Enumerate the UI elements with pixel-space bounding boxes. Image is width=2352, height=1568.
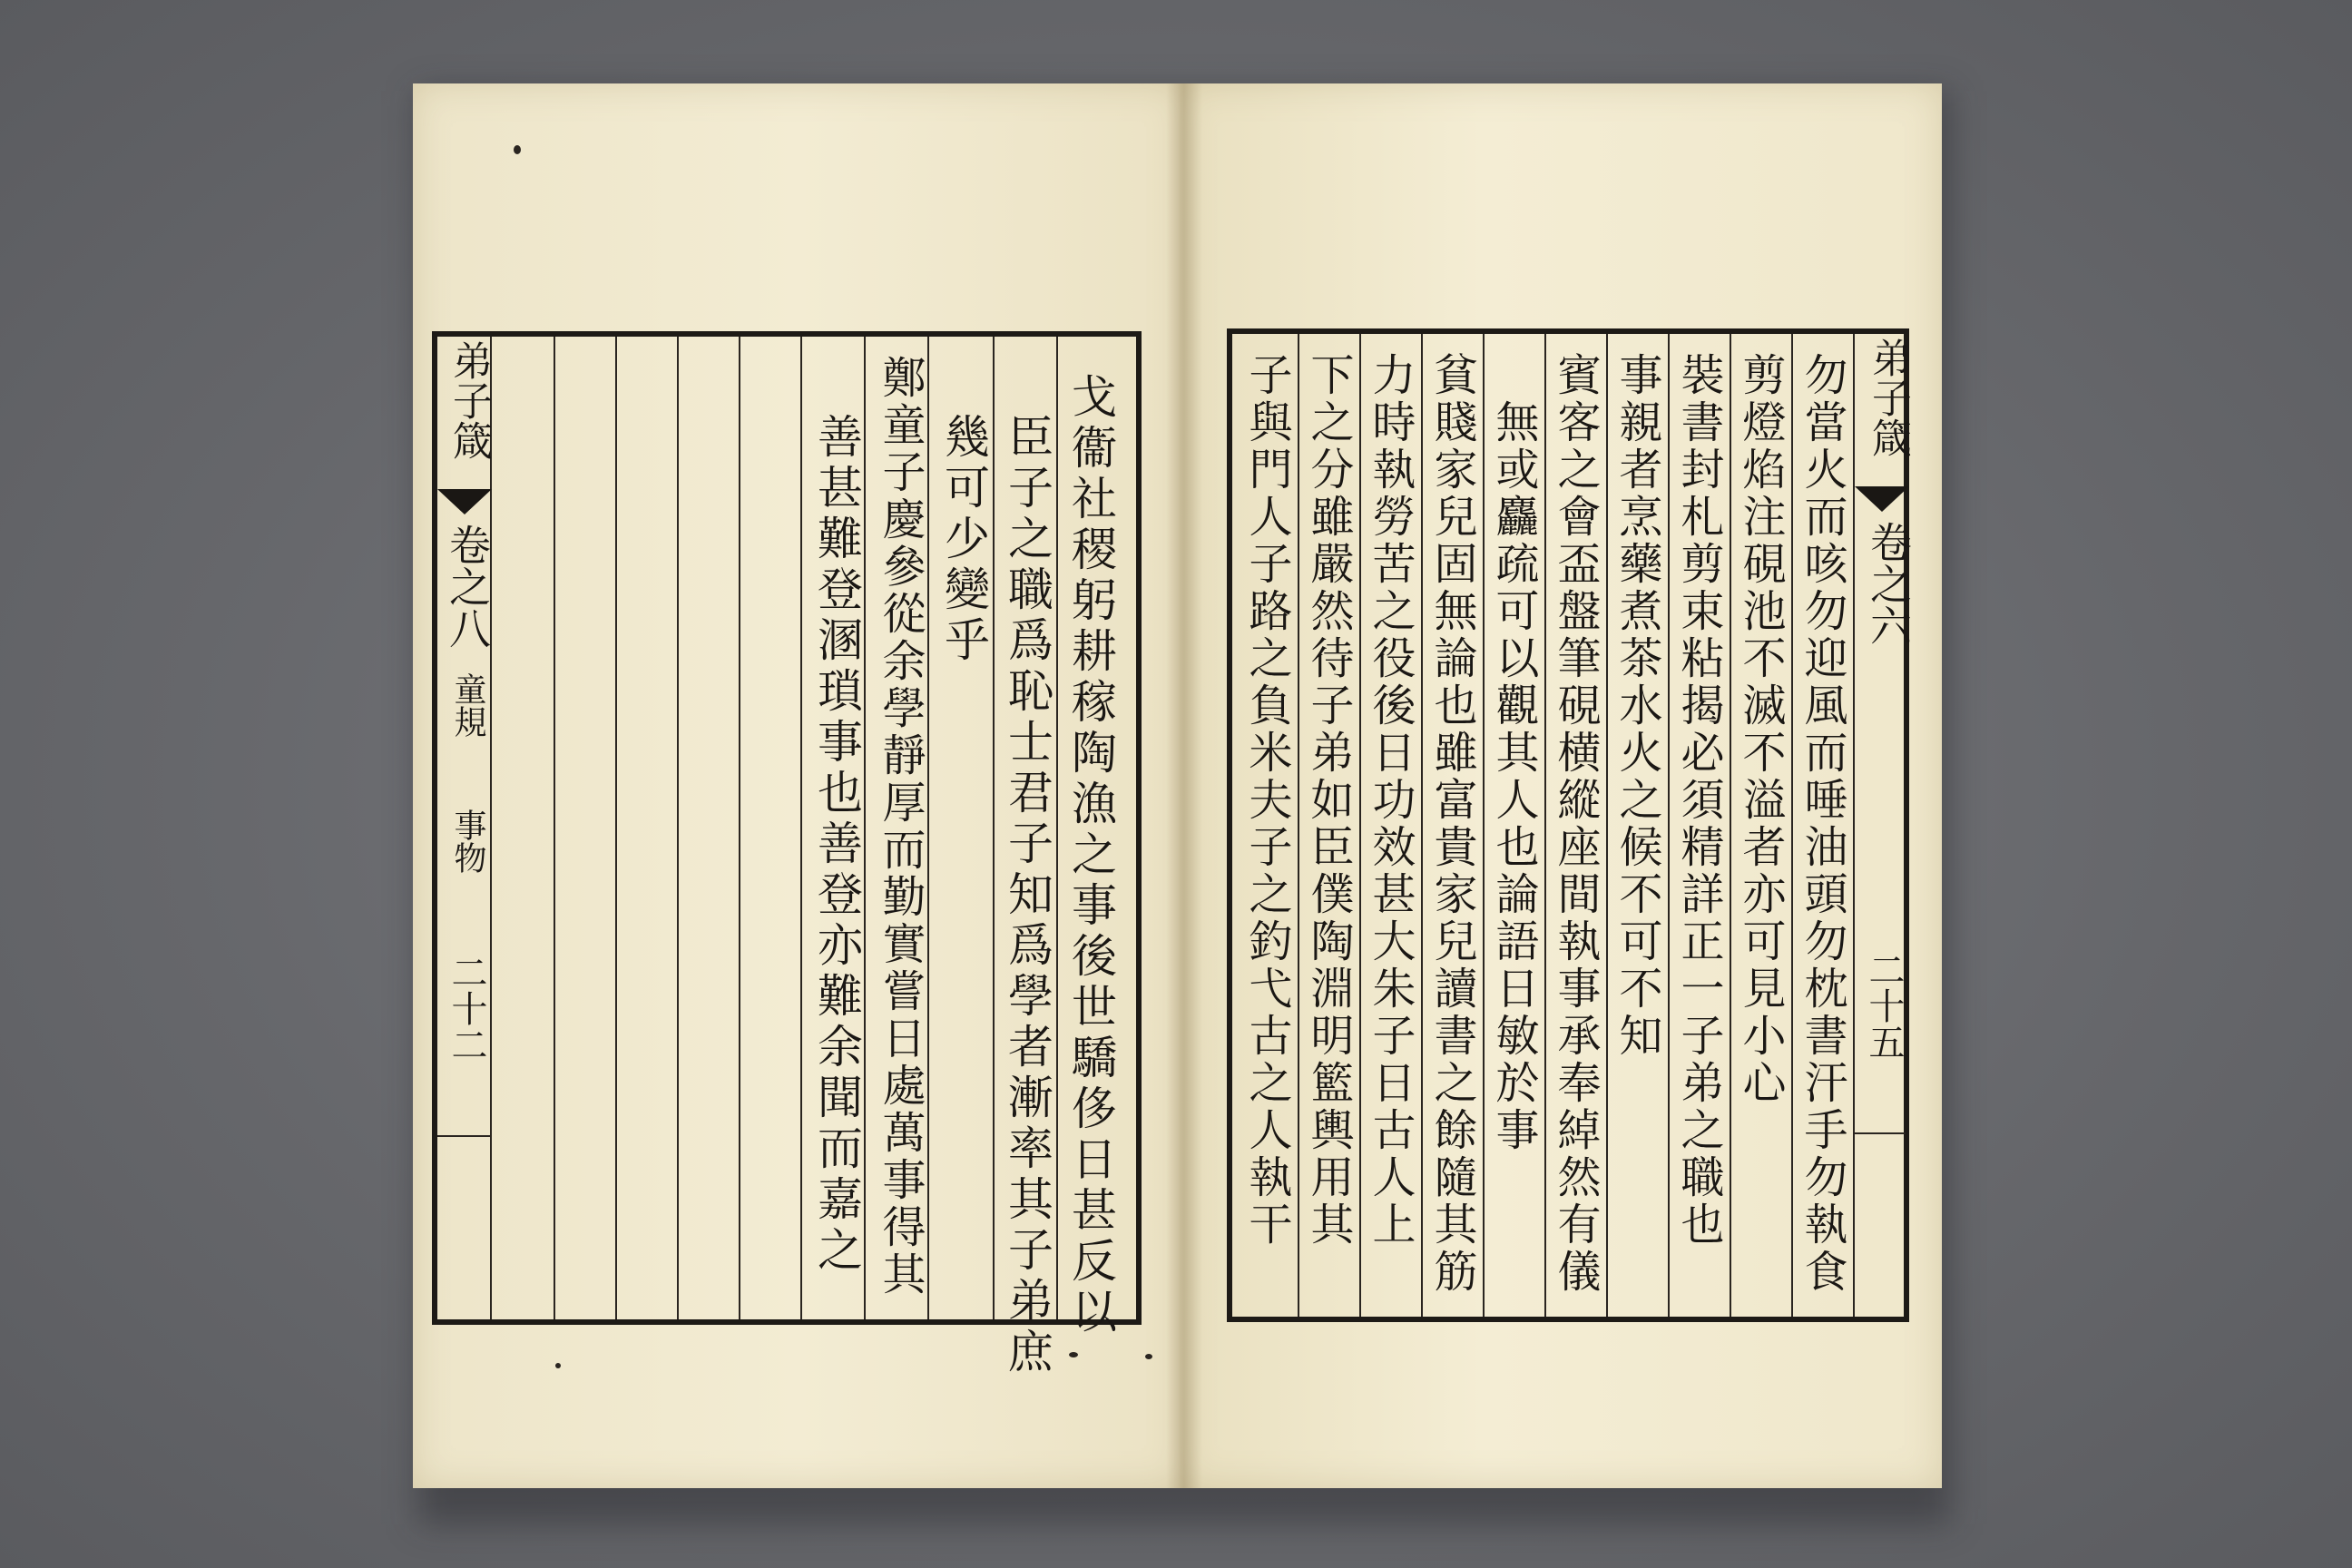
column-rule xyxy=(1730,334,1731,1317)
column-rule xyxy=(993,337,995,1319)
text-column-10: 子與門人子路之負米夫子之釣弋古之人執干 xyxy=(1241,352,1292,1249)
column-rule xyxy=(1483,334,1485,1317)
text-column-1: 勿當火而咳勿迎風而唾油頭勿枕書汗手勿執食 xyxy=(1797,352,1847,1296)
column-rule xyxy=(1791,334,1793,1317)
column-rule xyxy=(1359,334,1361,1317)
text-column-2: 剪燈焰注硯池不滅不溢者亦可見小心 xyxy=(1735,352,1786,1107)
fishtail-mark xyxy=(437,489,492,514)
heart-folio: 二十五 xyxy=(1863,951,1905,1060)
heart-bottom-rule xyxy=(1853,1132,1906,1134)
right-page-frame xyxy=(1227,328,1913,1322)
column-rule xyxy=(864,337,866,1319)
column-rule xyxy=(1606,334,1608,1317)
column-rule xyxy=(1668,334,1670,1317)
column-rule xyxy=(800,337,802,1319)
heart-volume: 卷之八 xyxy=(443,524,492,649)
heart-folio: 二十二 xyxy=(446,954,487,1063)
ink-speck xyxy=(514,145,521,154)
heart-section-1: 童規 xyxy=(449,672,486,738)
column-rule xyxy=(1421,334,1423,1317)
text-column-3: 幾可少變乎 xyxy=(937,413,990,667)
heart-title: 弟子箴 xyxy=(446,340,492,460)
text-column-1: 戈衞社稷躬耕稼陶漁之事後世驕侈日甚反以 xyxy=(1064,373,1117,1338)
book-gutter xyxy=(1166,83,1202,1488)
text-column-4: 鄭童子慶參從余學靜厚而勤實嘗日處萬事得其 xyxy=(875,355,926,1298)
heart-title: 弟子箴 xyxy=(1865,338,1911,457)
column-rule xyxy=(1298,334,1299,1317)
text-column-9: 下之分雖嚴然待子弟如臣僕陶淵明籃輿用其 xyxy=(1303,352,1354,1249)
heart-bottom-rule xyxy=(437,1135,490,1137)
text-column-8: 力時執勞苦之役後日功效甚大朱子日古人上 xyxy=(1365,352,1416,1249)
column-rule xyxy=(739,337,740,1319)
text-column-5: 賓客之會盃盤筆硯横縱座間執事承奉綽然有儀 xyxy=(1550,352,1601,1296)
text-column-6: 無或麤疏可以觀其人也論語日敏於事 xyxy=(1488,399,1539,1154)
left-page-frame xyxy=(432,331,1142,1378)
heart-rule-left xyxy=(1853,334,1855,1317)
text-column-5: 善甚難登溷瑣事也善登亦難余聞而嘉之 xyxy=(810,413,863,1277)
column-rule xyxy=(1544,334,1546,1317)
ink-speck xyxy=(555,1363,561,1368)
fishtail-mark xyxy=(1855,486,1909,512)
column-rule xyxy=(677,337,679,1319)
heart-section-2: 事物 xyxy=(449,808,486,874)
text-column-3: 裝書封札剪束粘揭必須精詳正一子弟之職也 xyxy=(1673,352,1724,1249)
column-rule xyxy=(615,337,617,1319)
column-rule xyxy=(1056,337,1058,1319)
ink-speck xyxy=(1145,1354,1152,1359)
text-column-7: 貧賤家兒固無論也雖富貴家兒讀書之餘隨其筋 xyxy=(1426,352,1477,1296)
ink-speck xyxy=(1069,1352,1078,1357)
text-column-2: 臣子之職爲恥士君子知爲學者漸率其子弟庶 xyxy=(1001,413,1054,1378)
column-rule xyxy=(927,337,929,1319)
text-column-4: 事親者烹藥煮茶水火之候不可不知 xyxy=(1612,352,1662,1060)
column-rule xyxy=(554,337,555,1319)
heart-volume: 卷之六 xyxy=(1864,521,1913,646)
